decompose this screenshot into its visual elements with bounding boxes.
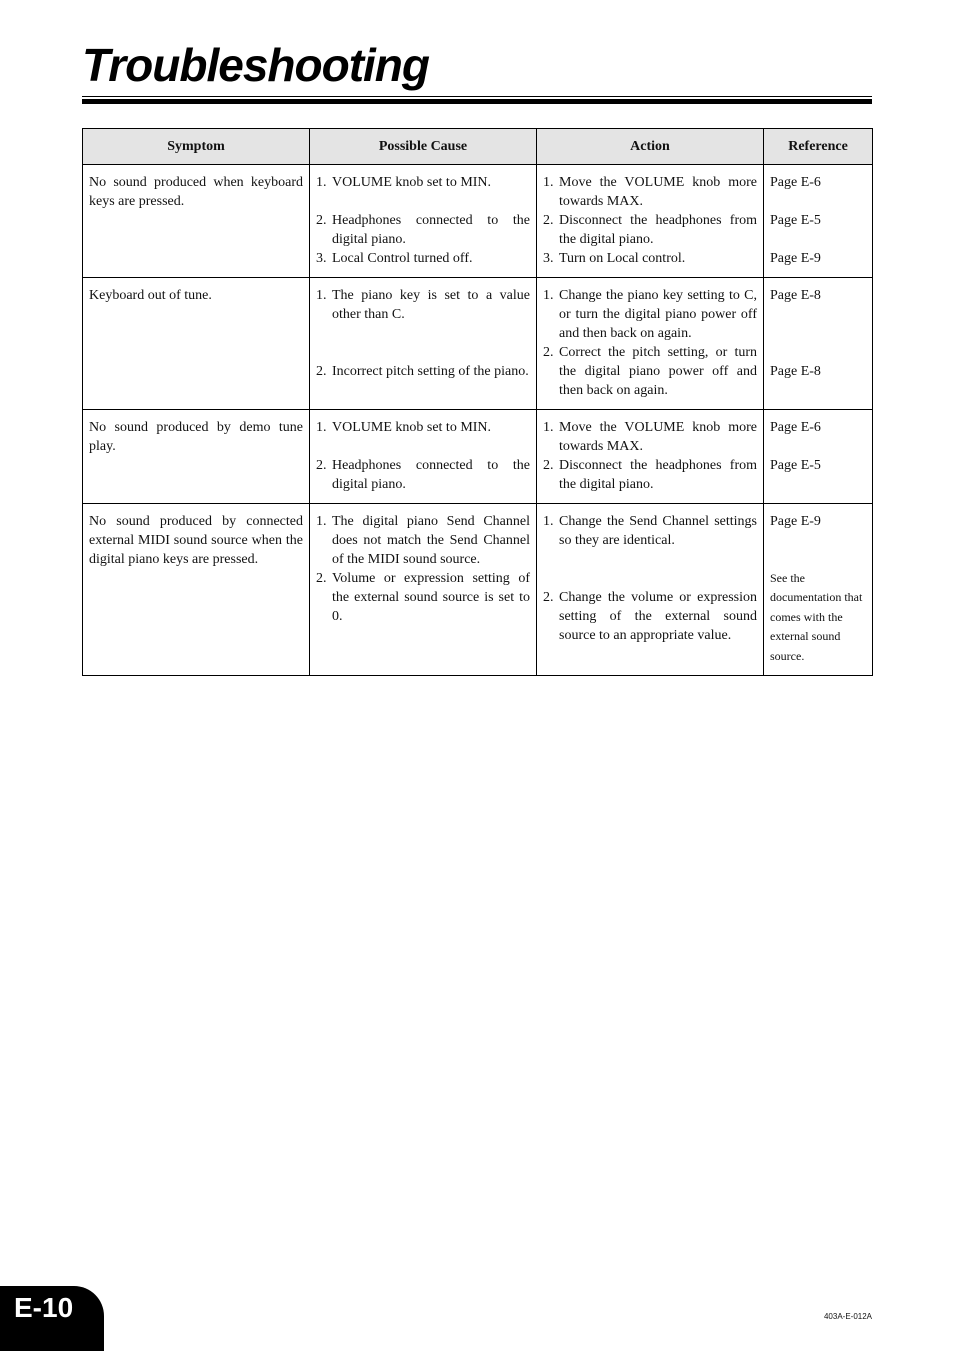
item-text: Incorrect pitch setting of the piano. xyxy=(332,364,529,379)
item-number: 1. xyxy=(316,420,327,435)
list-item xyxy=(543,211,757,249)
item-number: 2. xyxy=(316,458,327,473)
list-item xyxy=(543,588,757,645)
reference-cell xyxy=(764,504,873,676)
reference-text: Page E-9 xyxy=(770,251,821,266)
cause-cell xyxy=(310,165,537,278)
cause-cell xyxy=(310,278,537,410)
item-text: Turn on Local control. xyxy=(559,251,686,266)
header-possible-cause: Possible Cause xyxy=(310,129,537,165)
list-item xyxy=(543,418,757,456)
item-number: 1. xyxy=(543,420,554,435)
item-text: The digital piano Send Channel does not match the Send Channel of the MIDI sound source. xyxy=(332,514,530,567)
item-text: Disconnect the headphones from the digital piano. xyxy=(559,458,757,492)
item-text: Change the piano key setting to C, or turn the digital piano power off and then back on again. xyxy=(559,288,757,341)
reference-text: Page E-5 xyxy=(770,213,821,228)
reference-text: Page E-6 xyxy=(770,420,821,435)
item-number: 2. xyxy=(543,345,554,360)
list-item xyxy=(543,286,757,343)
action-cell xyxy=(537,410,764,504)
reference-text: Page E-5 xyxy=(770,458,821,473)
item-text: Headphones connected to the digital piano. xyxy=(332,213,530,247)
title-rule-thin xyxy=(82,96,872,97)
item-text: Move the VOLUME knob more towards MAX. xyxy=(559,175,757,209)
item-number: 2. xyxy=(316,213,327,228)
list-item xyxy=(316,211,530,249)
item-text: Local Control turned off. xyxy=(332,251,473,266)
table-row xyxy=(83,410,873,504)
list-item xyxy=(316,249,530,268)
item-text: The piano key is set to a value other than C. xyxy=(332,288,530,322)
item-number: 2. xyxy=(316,571,327,586)
list-item xyxy=(316,456,530,494)
reference-text: See the documentation that comes with the external sound source. xyxy=(770,571,863,663)
list-item xyxy=(543,512,757,550)
symptom-cell: Keyboard out of tune. xyxy=(83,278,310,410)
item-number: 2. xyxy=(316,364,327,379)
item-number: 3. xyxy=(543,251,554,266)
list-item xyxy=(543,173,757,211)
reference-cell xyxy=(764,410,873,504)
header-action: Action xyxy=(537,129,764,165)
action-cell xyxy=(537,278,764,410)
reference-text: Page E-6 xyxy=(770,175,821,190)
cause-cell xyxy=(310,504,537,676)
item-number: 3. xyxy=(316,251,327,266)
list-item xyxy=(316,173,530,192)
item-number: 1. xyxy=(543,175,554,190)
troubleshooting-table xyxy=(82,128,873,676)
document-code: 403A-E-012A xyxy=(823,1312,872,1321)
item-text: Volume or expression setting of the external sound source is set to 0. xyxy=(332,571,530,624)
item-number: 2. xyxy=(543,590,554,605)
title-rule-thick xyxy=(82,99,872,104)
cause-cell xyxy=(310,410,537,504)
symptom-cell: No sound produced by demo tune play. xyxy=(83,410,310,504)
item-number: 2. xyxy=(543,213,554,228)
item-text: Correct the pitch setting, or turn the digital piano power off and then back on again. xyxy=(559,345,757,398)
item-number: 2. xyxy=(543,458,554,473)
table-header-row xyxy=(83,129,873,165)
action-cell xyxy=(537,504,764,676)
table-row xyxy=(83,504,873,676)
item-number: 1. xyxy=(316,514,327,529)
item-number: 1. xyxy=(316,175,327,190)
page-number-tab xyxy=(0,1286,104,1351)
reference-text: Page E-8 xyxy=(770,364,821,379)
list-item xyxy=(316,569,530,626)
table-row xyxy=(83,278,873,410)
reference-cell xyxy=(764,165,873,278)
list-item xyxy=(543,456,757,494)
header-reference: Reference xyxy=(764,129,873,165)
action-cell xyxy=(537,165,764,278)
symptom-cell: No sound produced by connected external MIDI sound source when the digital piano keys are pressed. xyxy=(83,504,310,676)
reference-cell xyxy=(764,278,873,410)
reference-text: Page E-8 xyxy=(770,288,821,303)
item-number: 1. xyxy=(316,288,327,303)
item-text: Change the Send Channel settings so they are identical. xyxy=(559,514,757,548)
symptom-cell: No sound produced when keyboard keys are pressed. xyxy=(83,165,310,278)
list-item xyxy=(316,512,530,569)
list-item xyxy=(316,286,530,324)
item-number: 1. xyxy=(543,288,554,303)
item-text: Change the volume or expression setting of the external sound source to an appropriate value. xyxy=(559,590,757,643)
list-item xyxy=(316,362,530,381)
table-row xyxy=(83,165,873,278)
list-item xyxy=(543,343,757,400)
item-text: VOLUME knob set to MIN. xyxy=(332,175,492,190)
page-title: Troubleshooting xyxy=(82,39,430,91)
reference-text: Page E-9 xyxy=(770,514,821,529)
header-symptom: Symptom xyxy=(83,129,310,165)
list-item xyxy=(543,249,757,268)
list-item xyxy=(316,418,530,437)
item-number: 1. xyxy=(543,514,554,529)
page-number: E-10 xyxy=(14,1292,74,1323)
item-text: Move the VOLUME knob more towards MAX. xyxy=(559,420,757,454)
item-text: Disconnect the headphones from the digital piano. xyxy=(559,213,757,247)
item-text: Headphones connected to the digital piano. xyxy=(332,458,530,492)
item-text: VOLUME knob set to MIN. xyxy=(332,420,492,435)
